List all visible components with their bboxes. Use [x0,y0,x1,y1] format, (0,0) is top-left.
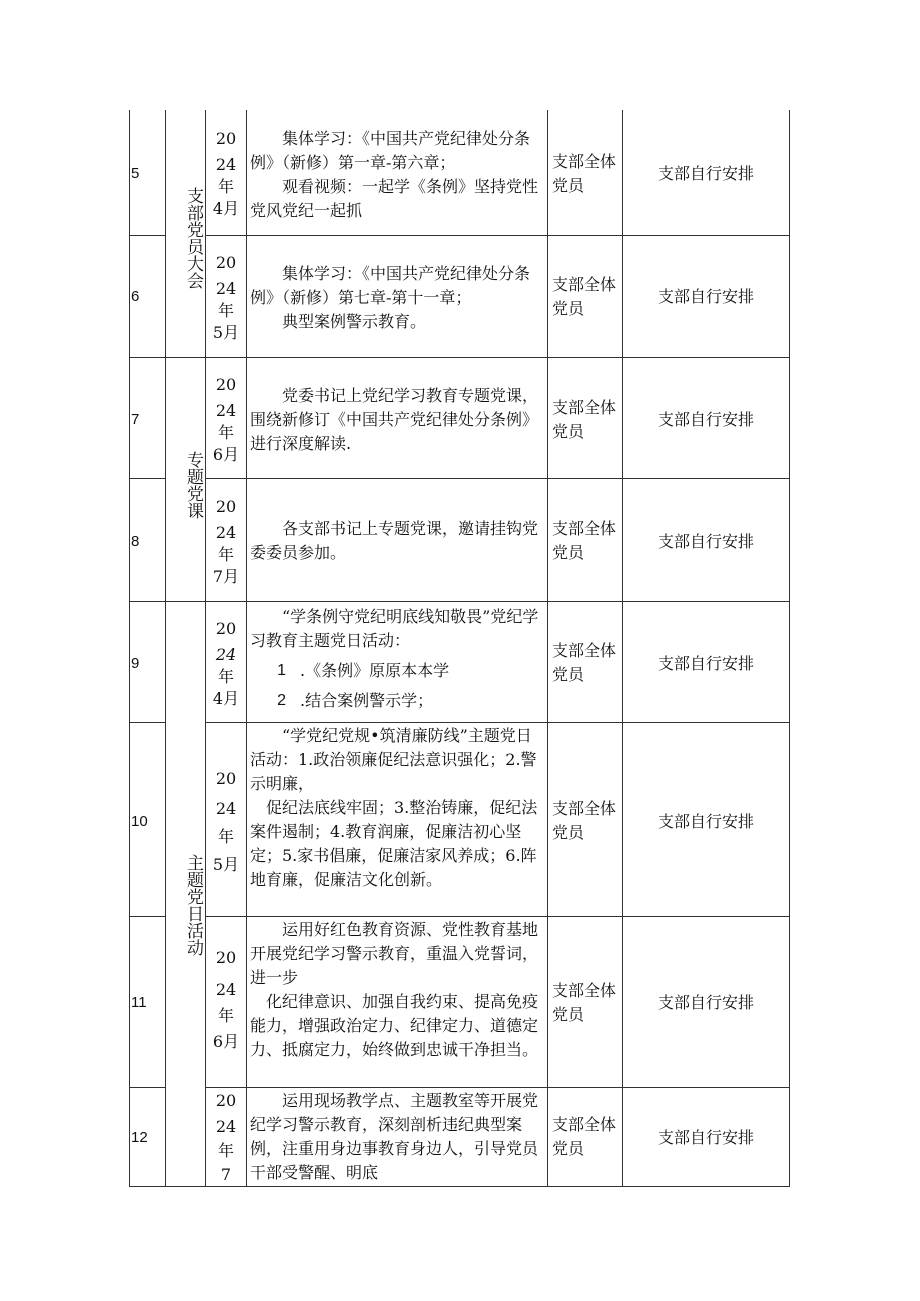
row-participants: 支部全体党员 [552,981,617,1024]
row-divider [129,722,165,723]
row-divider [129,478,165,479]
row-arrangement: 支部自行安排 [657,993,754,1012]
row-participants: 支部全体党员 [552,799,617,842]
row-number: 9 [131,655,140,672]
col-divider-3 [246,110,247,1187]
row-date: 20 24 年 5月 [212,769,240,874]
row-participants: 支部全体党员 [552,398,617,441]
row-content: 集体学习：《中国共产党纪律处分条例》（新修）第一章-第六章； 观看视频：一起学《条例》坚持党性党风党纪一起抓 [250,129,539,220]
table-border-left [129,110,130,1187]
row-divider [205,478,790,479]
row-arrangement: 支部自行安排 [657,287,754,306]
group-label-branch-meeting: 支部党员大会 [183,187,203,289]
col-divider-5 [622,110,623,1187]
row-number: 6 [131,288,140,305]
row-number: 8 [131,533,140,550]
row-content: “学条例守党纪明底线知敬畏”党纪学习教育主题党日活动： 1 .《条例》原原本本学 2 .结合案例警示学； [248,605,546,721]
row-date: 20 24 年 5月 [212,253,240,342]
row-participants: 支部全体党员 [552,641,617,684]
row-content: 各支部书记上专题党课，邀请挂钩党委委员参加。 [250,519,539,562]
row-number: 12 [131,1129,148,1146]
row-content: 运用好红色教育资源、党性教育基地开展党纪学习警示教育，重温入党誓词，进一步 化纪律意识、加强自我约束、提高免疫能力，增强政治定力、纪律定力、道德定力、抵腐定力，始终做到忠诚干净担当。 [250,920,539,1059]
row-content: “学党纪党规•筑清廉防线”主题党日活动：1.政治领廉促纪法意识强化；2.警示明廉， 促纪法底线牢固；3.整治铸廉，促纪法案件遏制；4.教育润廉，促廉洁初心坚定；5.家书倡廉，促廉洁家风养成；6.阵地育廉，促廉洁文化创新。 [250,726,538,889]
row-participants: 支部全体党员 [552,519,617,562]
row-date: 20 24 年 7 [215,1091,237,1184]
row-divider [205,1087,790,1088]
table-border-bottom [129,1186,790,1187]
row-date: 20 24 年 4月 [212,619,240,708]
row-arrangement: 支部自行安排 [657,1128,754,1147]
row-arrangement: 支部自行安排 [657,532,754,551]
list-item: 2 .结合案例警示学； [277,691,434,710]
group-label-theme-day: 主题党日活动 [183,854,203,956]
row-content: 集体学习：《中国共产党纪律处分条例》（新修）第七章-第十一章； 典型案例警示教育。 [250,264,531,331]
row-divider [205,722,790,723]
row-divider [129,916,165,917]
row-number: 5 [131,165,140,182]
row-arrangement: 支部自行安排 [657,164,754,183]
table-border-right [789,110,790,1187]
col-divider-1 [165,110,166,1187]
row-number: 7 [131,411,140,428]
row-date: 20 24 年 4月 [212,129,240,218]
row-date: 20 24 年 7月 [212,497,240,586]
row-participants: 支部全体党员 [552,1115,617,1158]
row-divider [129,235,165,236]
list-item: 1 .《条例》原原本本学 [277,661,450,680]
row-divider [205,916,790,917]
row-arrangement: 支部自行安排 [657,410,754,429]
row-content: 党委书记上党纪学习教育专题党课，围绕新修订《中国共产党纪律处分条例》进行深度解读. [250,386,539,453]
group-label-topic-lecture: 专题党课 [183,451,203,519]
row-divider [205,235,790,236]
row-participants: 支部全体党员 [552,152,617,195]
row-content: 运用现场教学点、主题教室等开展党纪学习警示教育，深刻剖析违纪典型案例，注重用身边事教育身边人，引导党员干部受警醒、明底 [250,1091,539,1182]
row-date: 20 24 年 6月 [212,948,240,1051]
row-divider [129,1087,165,1088]
row-participants: 支部全体党员 [552,275,617,318]
row-divider [129,601,790,602]
row-number: 11 [131,994,147,1011]
row-number: 10 [131,813,148,830]
row-date: 20 24 年 6月 [212,375,240,464]
row-divider [129,357,790,358]
row-arrangement: 支部自行安排 [657,654,754,673]
row-arrangement: 支部自行安排 [657,812,754,831]
